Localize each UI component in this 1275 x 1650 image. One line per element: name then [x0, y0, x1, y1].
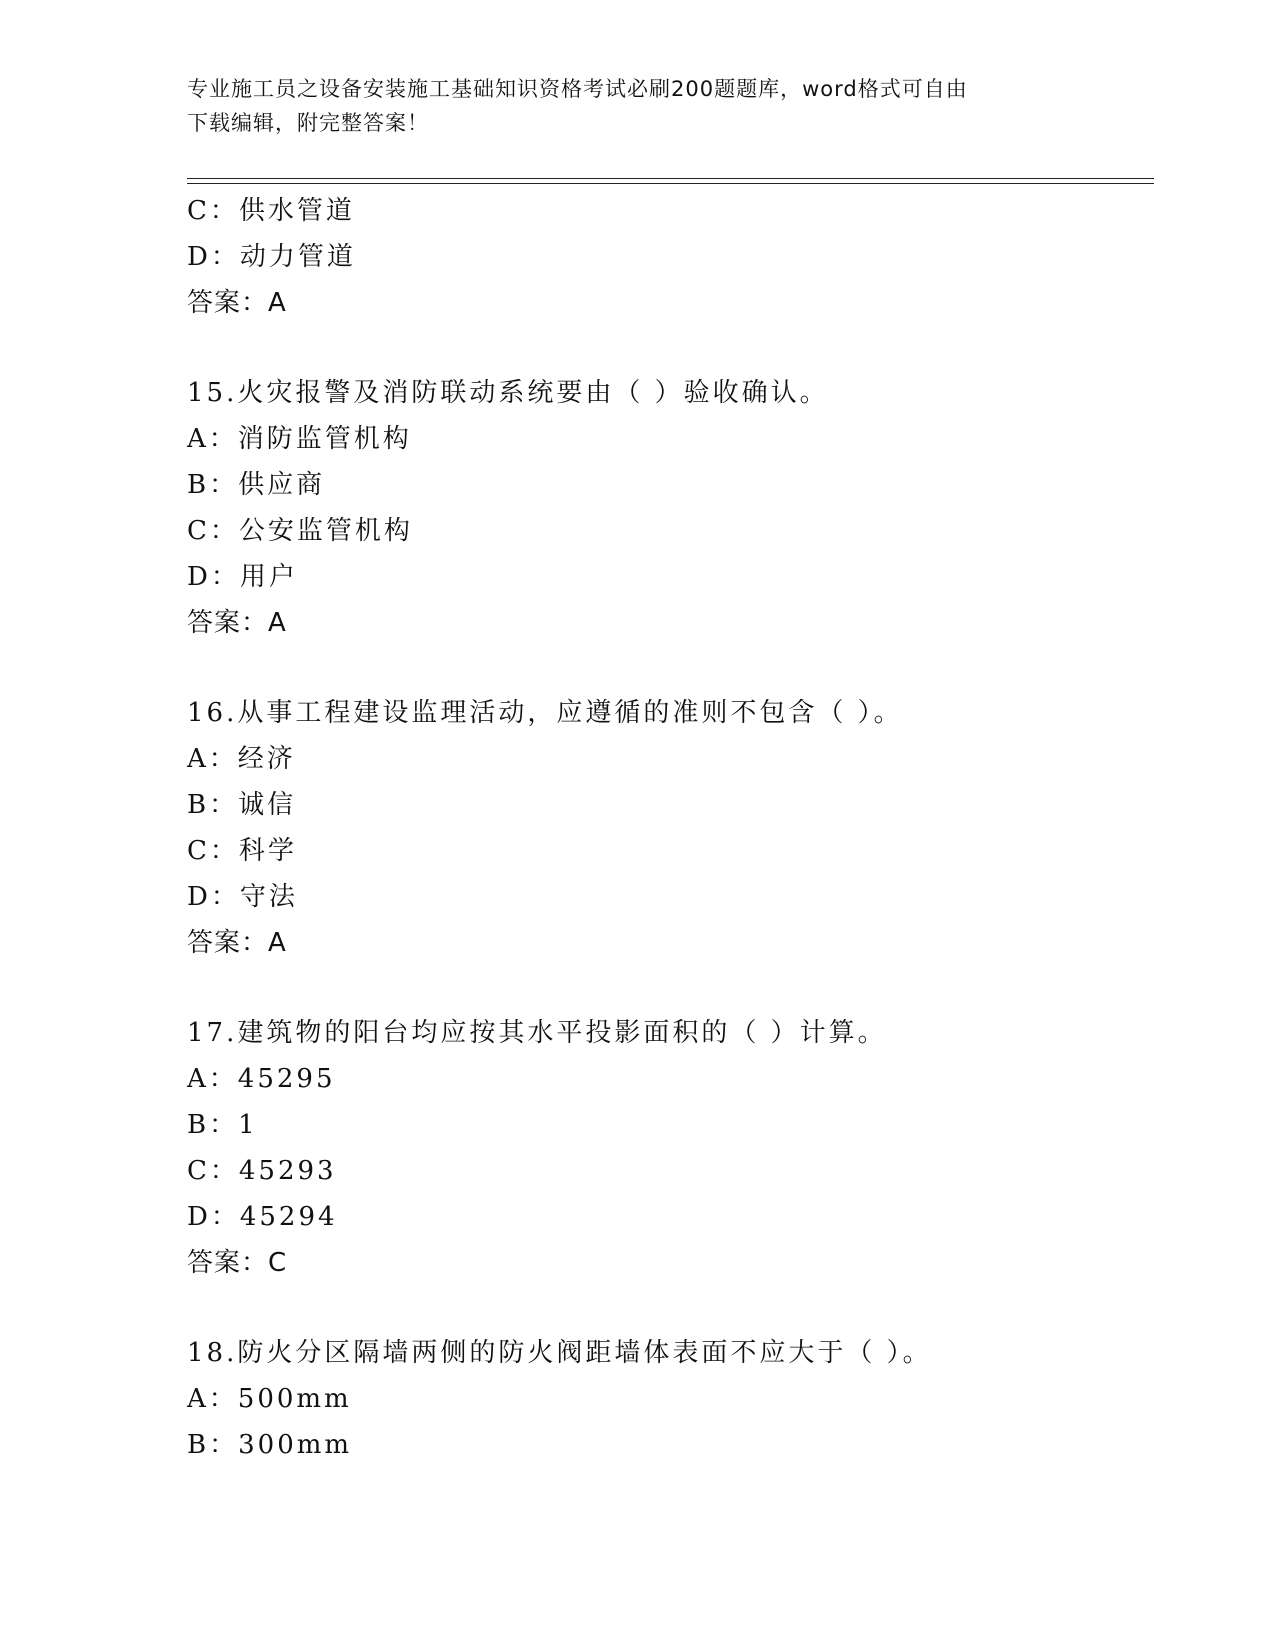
question-17 [187, 1010, 1147, 1286]
option-a: A：500mm [187, 1384, 352, 1414]
option-b: B：1 [187, 1110, 258, 1140]
header-line-2: 下载编辑，附完整答案！ [187, 111, 429, 135]
option-c: C：科学 [187, 836, 297, 866]
question-18 [187, 1330, 1147, 1468]
question-text: 17.建筑物的阳台均应按其水平投影面积的（ ）计算。 [187, 1018, 887, 1048]
option-c: C：公安监管机构 [187, 516, 413, 546]
option-b: B：供应商 [187, 470, 326, 500]
option-a: A：消防监管机构 [187, 424, 412, 454]
answer: 答案：A [187, 288, 287, 318]
option-d: D：动力管道 [187, 242, 356, 272]
answer: 答案：C [187, 1248, 288, 1278]
question-text: 15.火灾报警及消防联动系统要由（ ）验收确认。 [187, 378, 829, 408]
option-c: C：45293 [187, 1156, 337, 1186]
option-a: A：经济 [187, 744, 296, 774]
option-d: D：守法 [187, 882, 298, 912]
answer: 答案：A [187, 928, 287, 958]
header-line-1: 专业施工员之设备安装施工基础知识资格考试必刷200题题库，word格式可自由 [187, 77, 968, 101]
question-list [187, 188, 1147, 1468]
header-divider [187, 178, 1154, 184]
question-text: 18.防火分区隔墙两侧的防火阀距墙体表面不应大于（ ）。 [187, 1338, 932, 1368]
option-d: D：用户 [187, 562, 298, 592]
document-header [187, 72, 1067, 140]
option-b: B：诚信 [187, 790, 297, 820]
answer: 答案：A [187, 608, 287, 638]
option-c: C：供水管道 [187, 196, 355, 226]
option-a: A：45295 [187, 1064, 336, 1094]
question-14-tail [187, 188, 1147, 326]
option-b: B：300mm [187, 1430, 353, 1460]
option-d: D：45294 [187, 1202, 338, 1232]
question-16 [187, 690, 1147, 966]
question-15 [187, 370, 1147, 646]
question-text: 16.从事工程建设监理活动，应遵循的准则不包含（ ）。 [187, 698, 903, 728]
